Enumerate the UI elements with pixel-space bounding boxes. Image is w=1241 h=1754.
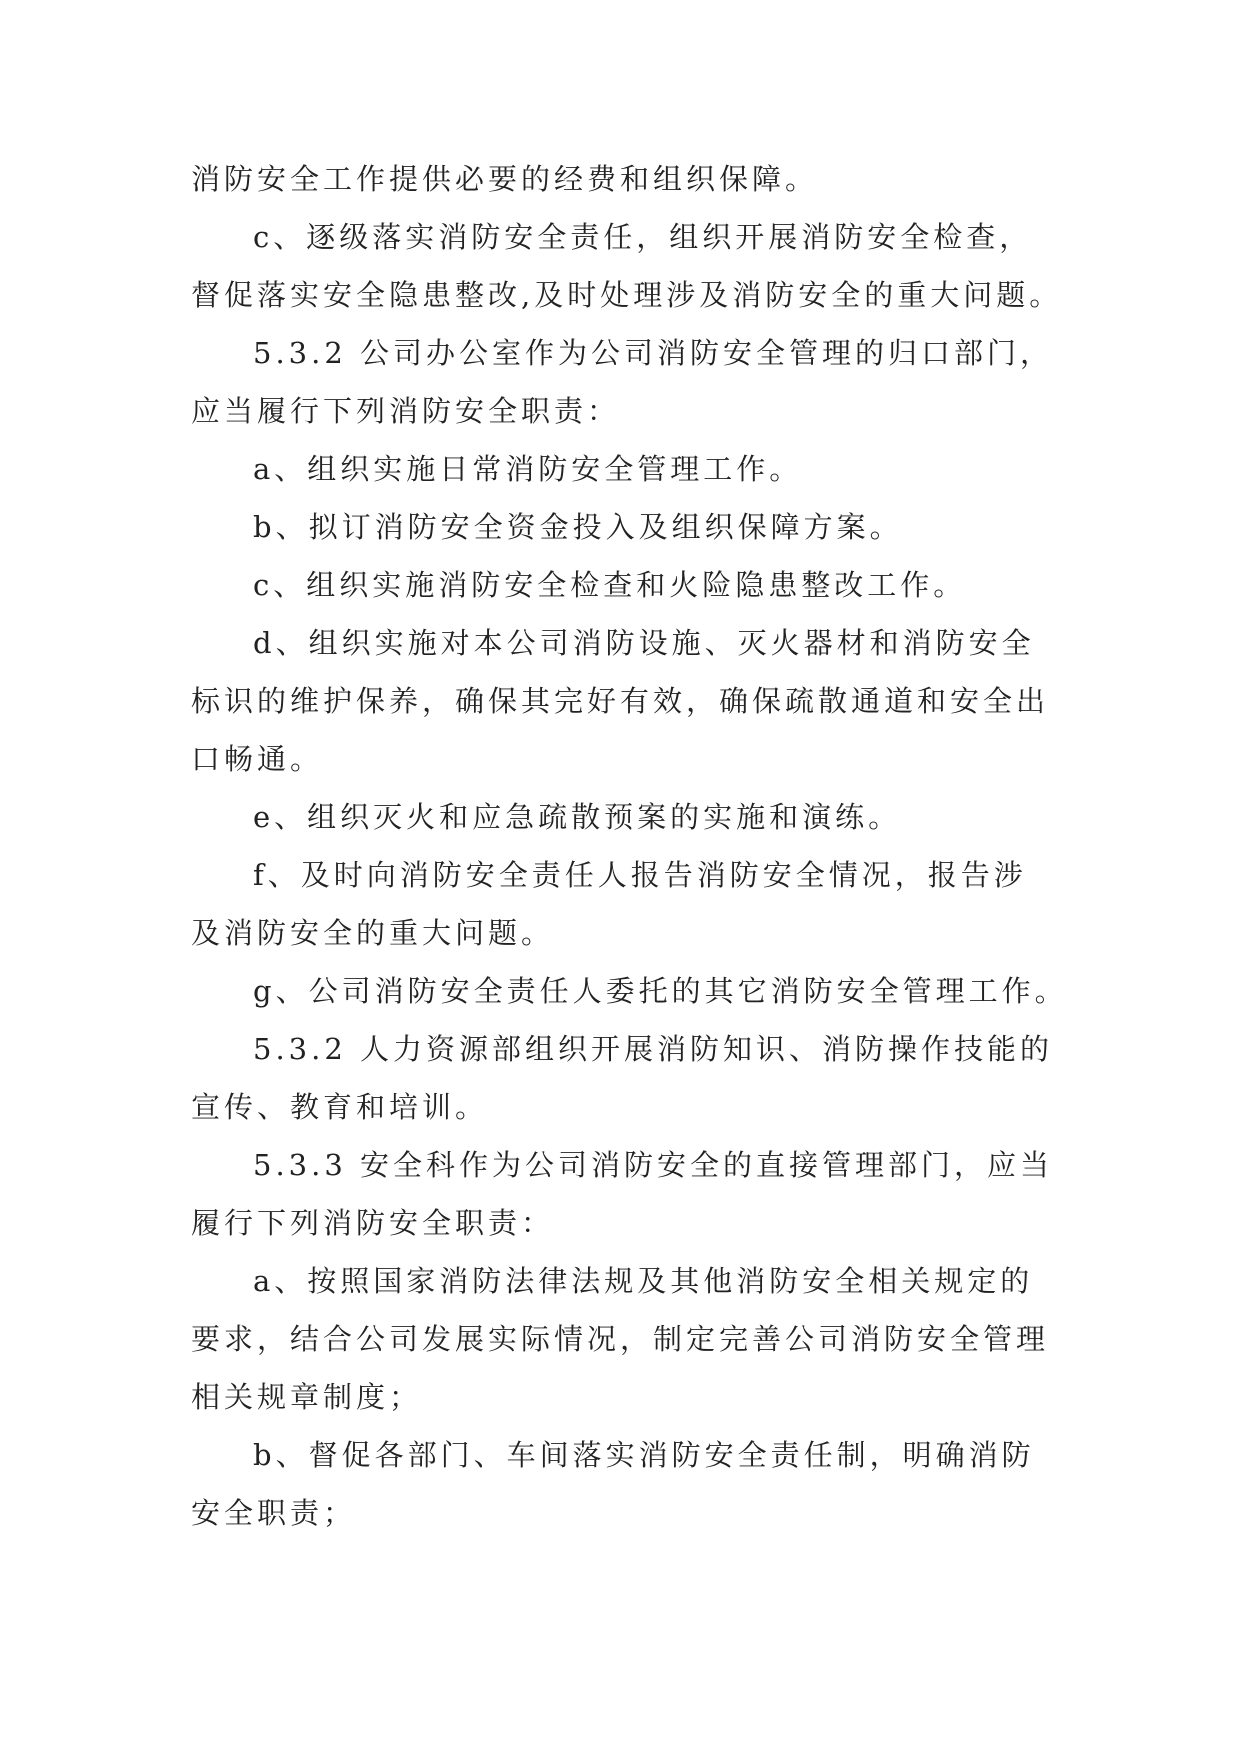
text-line: f、及时向消防安全责任人报告消防安全情况，报告涉	[253, 858, 1027, 892]
text-line: 要求，结合公司发展实际情况，制定完善公司消防安全管理	[191, 1322, 1050, 1356]
text-line: 标识的维护保养，确保其完好有效，确保疏散通道和安全出	[191, 684, 1050, 718]
text-line: c、逐级落实消防安全责任，组织开展消防安全检查，	[253, 220, 1033, 254]
text-line: a、组织实施日常消防安全管理工作。	[253, 452, 803, 486]
text-line: 相关规章制度；	[191, 1380, 423, 1414]
text-line: b、督促各部门、车间落实消防安全责任制，明确消防	[253, 1438, 1035, 1472]
text-line: 5.3.2 公司办公室作为公司消防安全管理的归口部门，	[253, 336, 1054, 370]
text-line: 应当履行下列消防安全职责：	[191, 394, 621, 428]
text-line: c、组织实施消防安全检查和火险隐患整改工作。	[253, 568, 967, 602]
text-line: a、按照国家消防法律法规及其他消防安全相关规定的	[253, 1264, 1034, 1298]
text-line: 履行下列消防安全职责：	[191, 1206, 555, 1240]
text-line: 安全职责；	[191, 1496, 357, 1530]
text-line: 5.3.2 人力资源部组织开展消防知识、消防操作技能的	[253, 1032, 1054, 1066]
text-line: d、组织实施对本公司消防设施、灭火器材和消防安全	[253, 626, 1035, 660]
text-line: b、拟订消防安全资金投入及组织保障方案。	[253, 510, 903, 544]
document-body	[191, 150, 1091, 1542]
text-line: e、组织灭火和应急疏散预案的实施和演练。	[253, 800, 902, 834]
text-line: 宣传、教育和培训。	[191, 1090, 489, 1124]
text-line: 及消防安全的重大问题。	[191, 916, 555, 950]
text-line: 督促落实安全隐患整改,及时处理涉及消防安全的重大问题。	[191, 278, 1063, 312]
text-line: g、公司消防安全责任人委托的其它消防安全管理工作。	[253, 974, 1068, 1008]
text-line: 5.3.3 安全科作为公司消防安全的直接管理部门，应当	[253, 1148, 1054, 1182]
text-line: 口畅通。	[191, 742, 324, 776]
text-line: 消防安全工作提供必要的经费和组织保障。	[191, 162, 819, 196]
